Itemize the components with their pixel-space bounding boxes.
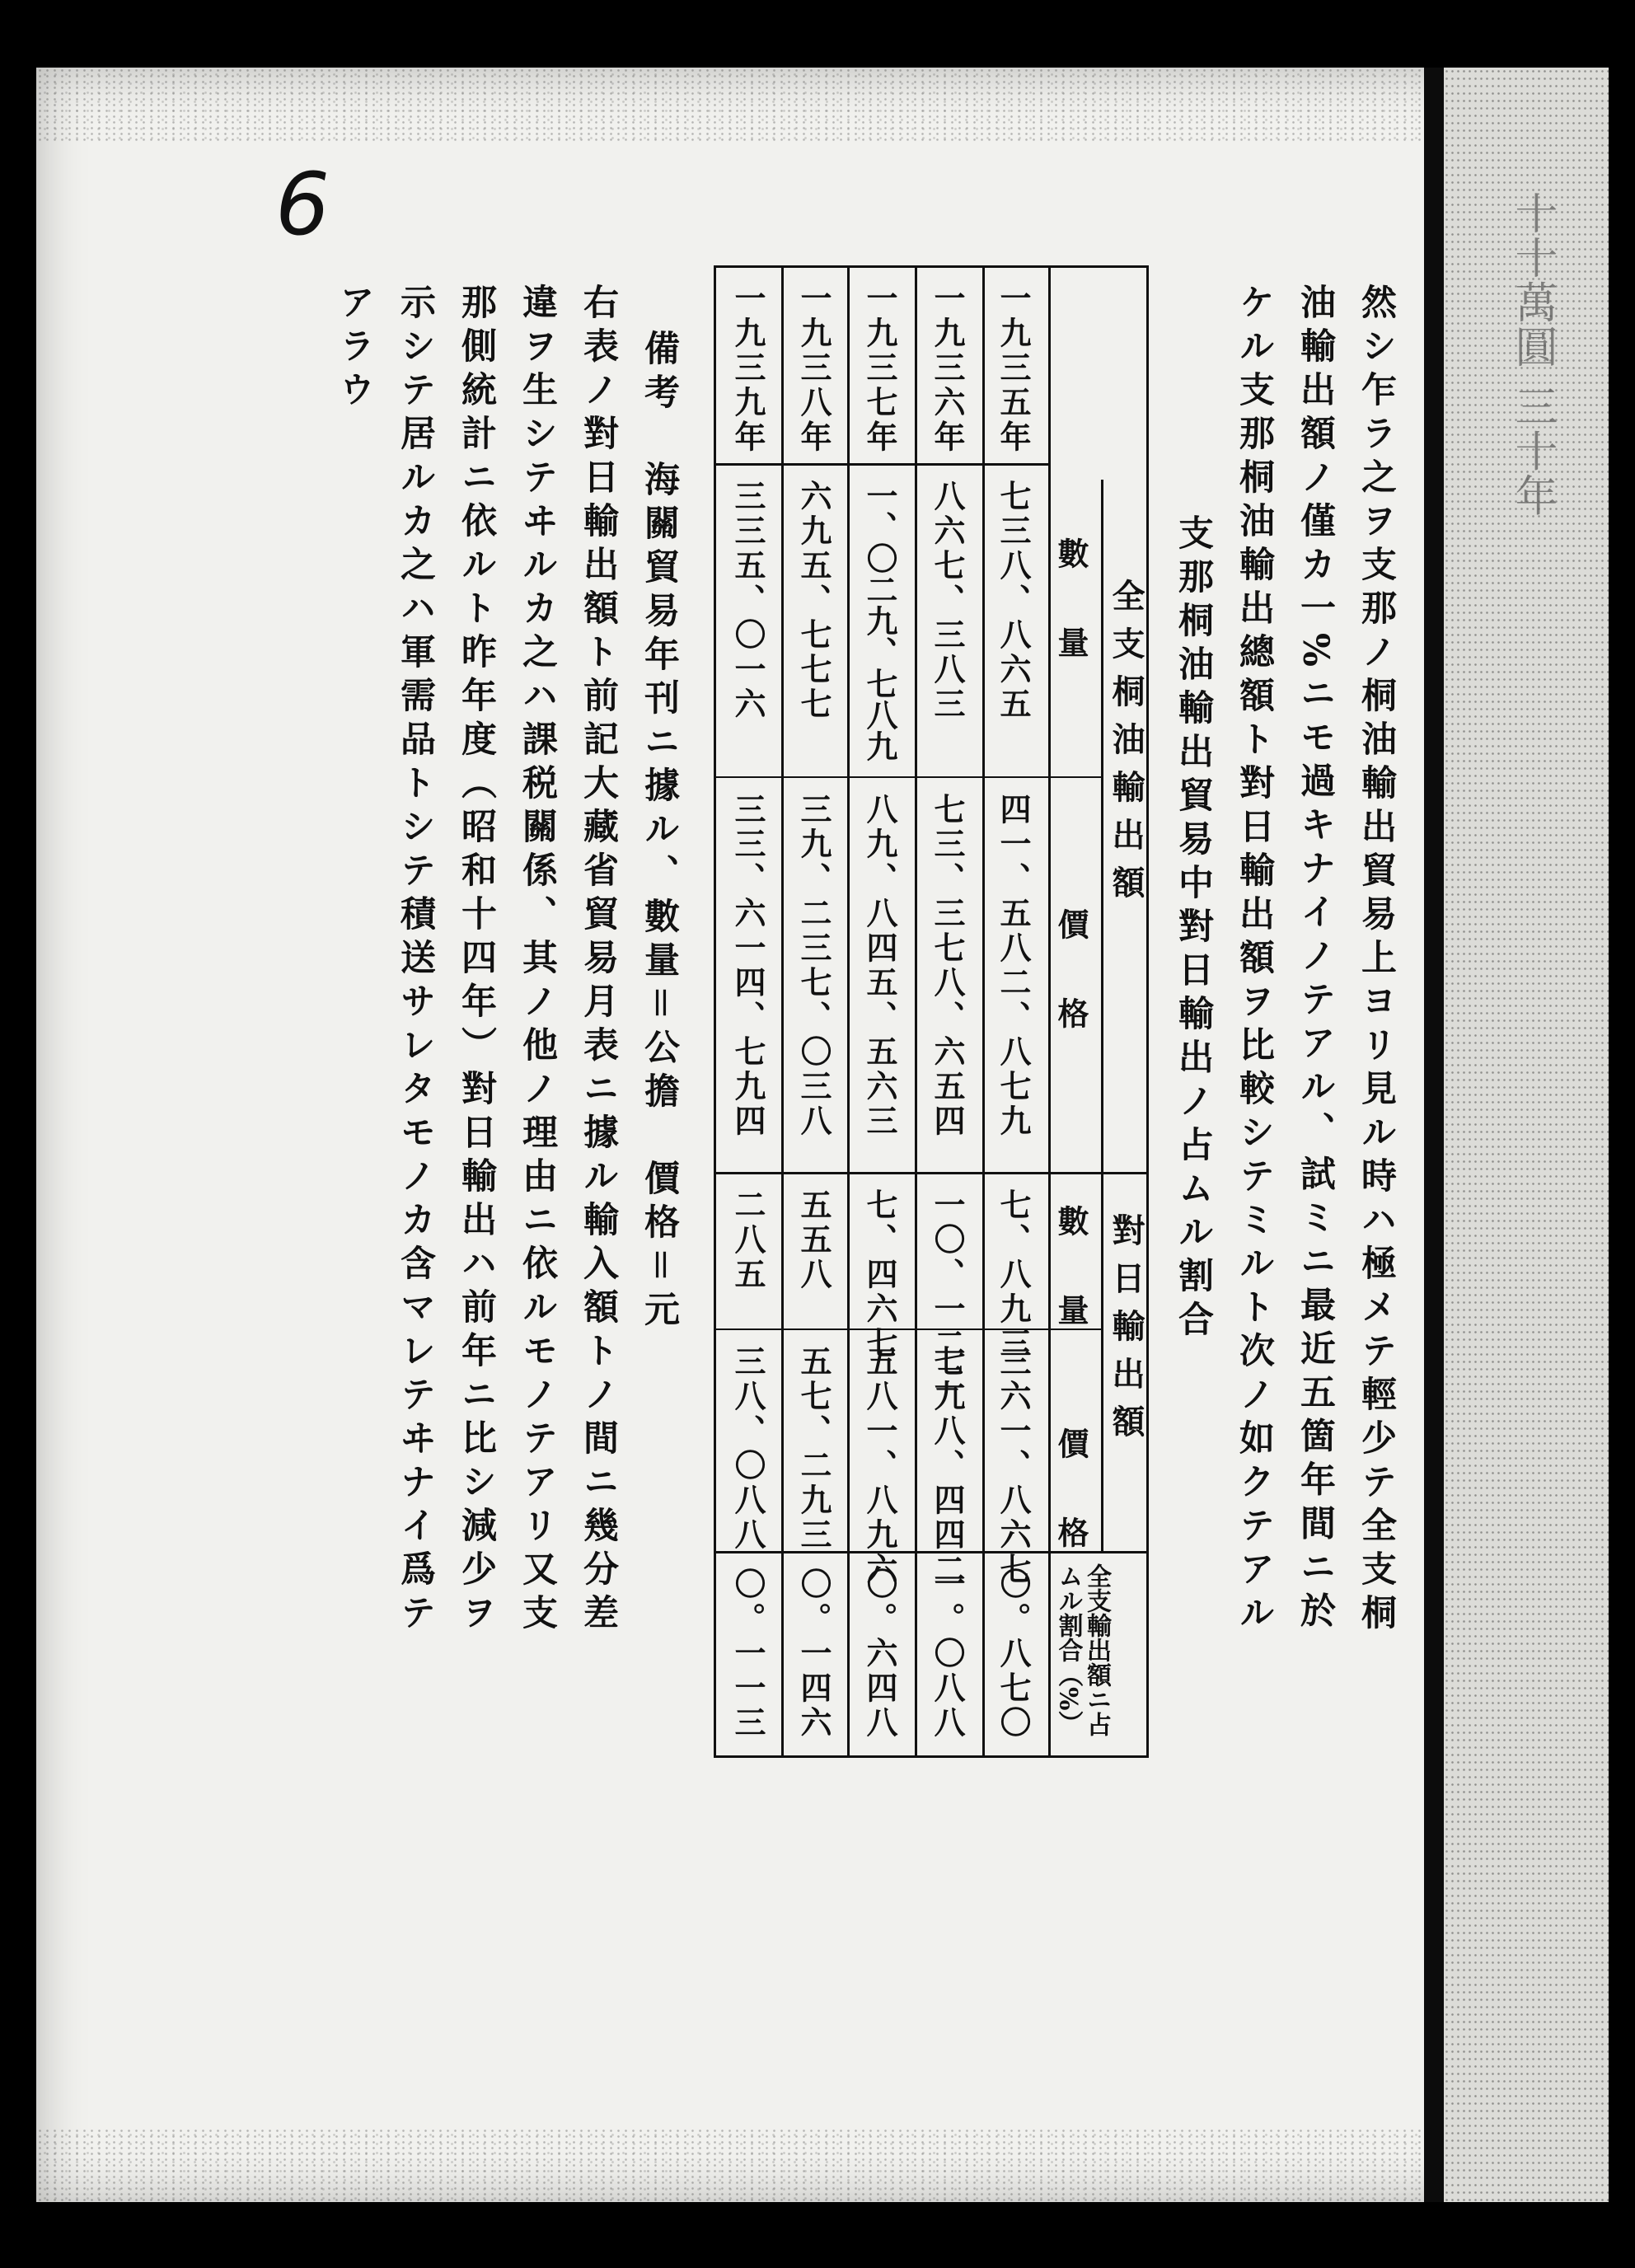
header-japan-exports: 對日輸出額 [1107,1213,1145,1452]
table-rule-right [1146,265,1149,1757]
page-number: 6 [275,154,330,255]
total-qty-1937: 一、〇二九、七八九 [861,480,898,761]
margin-strip [1444,68,1609,2202]
total-val-1939: 三三、六一四、七九四 [729,793,766,1139]
body-text-line-2: 油輸出額ノ僅カ一%ニモ過キナイノテアル、試ミニ最近五箇年間ニ於 [1295,284,1336,1636]
jp-qty-1936: 一〇、一二二 [929,1188,966,1396]
jp-val-1935: 三六一、八六七 [995,1345,1032,1587]
note-line-2: 右表ノ對日輸出額ト前記大藏省貿易月表ニ據ル輸入額トノ間ニ幾分差 [578,284,619,1638]
total-qty-1935: 七三八、八六五 [995,480,1032,722]
jp-val-1936: 七九八、四四二 [929,1345,966,1587]
year-1936: 一九三六年 [929,282,966,455]
table-rule-japan [714,1172,1149,1174]
jp-qty-1939: 二八五 [729,1188,766,1292]
year-1939: 一九三九年 [729,282,766,455]
ratio-1935: 〇。八七〇 [995,1567,1032,1741]
note-line-5: 示シテ居ルカ之ハ軍需品トシテ積送サレタモノカ含マレテヰナイ爲テ [395,284,436,1638]
year-1935: 一九三五年 [995,282,1032,455]
header-jp-val: 價格 [1052,1427,1089,1605]
row-rule-4 [982,265,985,1757]
table-rule-top [714,265,1149,268]
year-1938: 一九三八年 [795,282,832,455]
table-rule-year [714,463,1048,466]
year-1937: 一九三七年 [861,282,898,455]
note-line-1: 備考 海關貿易年刊ニ據ル、數量＝公擔 價格＝元 [639,330,680,1334]
scan-noise-top [36,68,1609,142]
total-qty-1938: 六九五、七七七 [795,480,832,722]
note-line-4: 那側統計ニ依ルト昨年度（昭和十四年）對日輸出ハ前年ニ比シ減少ヲ [456,284,497,1638]
jp-val-1939: 三八、〇八八 [729,1345,766,1553]
jp-qty-1937: 七、四六七 [861,1188,898,1361]
total-val-1936: 七三、三七八、六五四 [929,793,966,1139]
header-ratio: 全支輸出額ニ占ムル割合（%） [1053,1563,1111,1736]
jp-qty-1938: 五五八 [795,1188,832,1292]
row-rule-3 [915,265,917,1757]
table-rule-bottom [714,1755,1149,1758]
total-qty-1939: 三三五、〇一六 [729,480,766,722]
body-text-line-3: ケル支那桐油輸出總額ト對日輸出額ヲ比較シテミルト次ノ如クテアル [1234,284,1275,1638]
ratio-1936: 一。〇八八 [929,1567,966,1741]
table-rule-total-qty [714,776,1101,778]
table-title: 支那桐油輸出貿易中對日輸出ノ占ムル割合 [1173,514,1214,1344]
binding-edge [1424,68,1444,2202]
ratio-1937: 〇。六四八 [861,1567,898,1741]
note-line-6: アラウ [334,284,375,415]
document-page [36,68,1609,2202]
margin-stamp: 十十萬圓 三十年 [1507,191,1557,518]
header-total-qty: 數量 [1052,537,1089,715]
total-val-1937: 八九、八四五、五六三 [861,793,898,1139]
jp-val-1937: 五八一、八九六 [861,1345,898,1587]
table-rule-jp-qty [714,1328,1101,1330]
row-rule-2 [847,265,850,1757]
header-total-exports: 全支桐油輸出額 [1107,579,1145,913]
total-val-1938: 三九、二三七、〇三八 [795,793,832,1139]
header-rule [1101,480,1103,1551]
table-rule-left [714,265,716,1757]
jp-qty-1935: 七、八九三 [995,1188,1032,1361]
ratio-1938: 〇。一四六 [795,1567,832,1741]
note-line-3: 違ヲ生シテヰルカ之ハ課税關係、其ノ他ノ理由ニ依ルモノテアリ又支 [517,284,558,1638]
total-val-1935: 四一、五八二、八七九 [995,793,1032,1139]
ratio-1939: 〇。一一三 [729,1567,766,1741]
export-table [714,265,1149,1757]
header-total-val: 價格 [1052,908,1089,1086]
row-rule-5 [1048,265,1051,1757]
header-jp-qty: 數量 [1052,1205,1089,1383]
total-qty-1936: 八六七、三八三 [929,480,966,722]
jp-val-1938: 五七、二九三 [795,1345,832,1553]
body-text-line-1: 然シ乍ラ之ヲ支那ノ桐油輸出貿易上ヨリ見ル時ハ極メテ輕少テ全支桐 [1356,284,1397,1638]
row-rule-1 [781,265,784,1757]
scan-noise-bottom [36,2128,1609,2202]
